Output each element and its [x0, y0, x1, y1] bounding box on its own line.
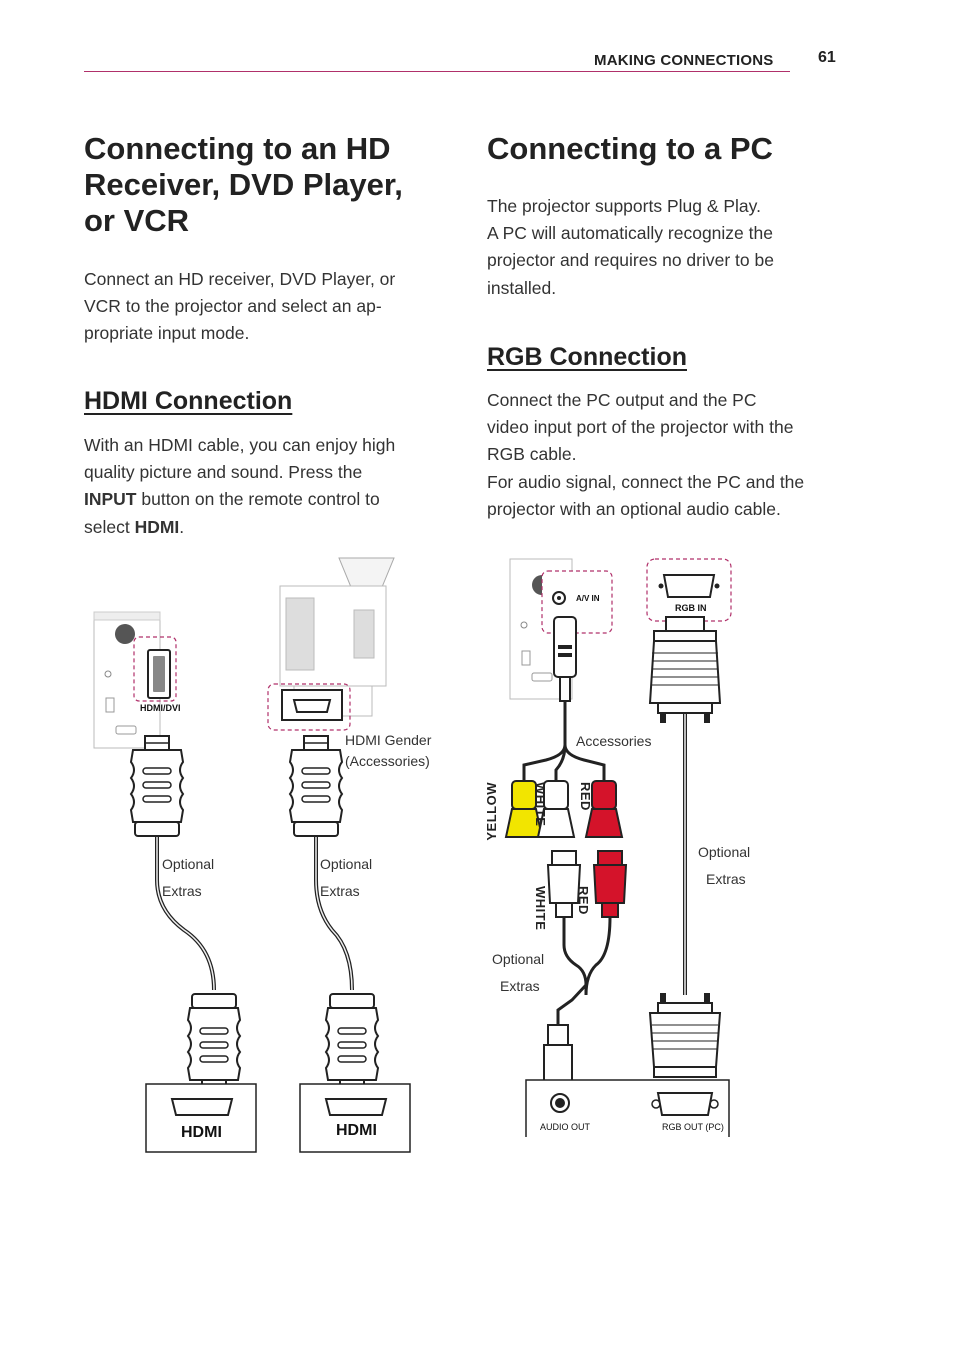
rca-plug-red-2: [594, 851, 626, 917]
right-intro-line-1: The projector supports Plug & Play.: [487, 196, 761, 216]
right-intro-line-4: installed.: [487, 277, 557, 298]
optional-extras-audio: [492, 946, 544, 1000]
hdmi-plug-bottom-1: [188, 994, 240, 1094]
hdmi-plug-top-1: [131, 736, 183, 836]
audio-y-cable: [564, 917, 610, 995]
audio-plug-bottom: [548, 1025, 568, 1045]
hdmi-heading-wrap: [84, 386, 292, 416]
optional-vga: Optional: [698, 844, 751, 860]
rgb-text-line-4: For audio signal, connect the PC and the: [487, 471, 805, 492]
hdmi-device-label-2: HDMI: [336, 1122, 377, 1139]
extras-1: Extras: [162, 883, 202, 899]
optional-extras-label-1: [162, 851, 214, 905]
extras-2: Extras: [320, 883, 360, 899]
rgb-text-line-2: video input port of the projector with the: [487, 417, 794, 438]
page-number: 61: [818, 49, 836, 66]
rgb-out-label: RGB OUT (PC): [662, 1122, 724, 1132]
rgb-heading: RGB Connection: [487, 343, 687, 371]
rgb-in-port: [664, 575, 714, 597]
left-intro: [84, 266, 464, 348]
rgb-text: [487, 387, 867, 523]
hdmi-plug-top-2: [290, 736, 342, 836]
hdmi-text-line-4a: select: [84, 516, 135, 537]
right-intro: [487, 193, 867, 302]
optional-2: Optional: [320, 856, 373, 872]
rgb-text-line-3: RGB cable.: [487, 444, 577, 465]
yellow-label: YELLOW: [484, 782, 499, 841]
hdmi-gender-label: [345, 730, 431, 772]
red-label: RED: [578, 782, 593, 811]
optional-extras-vga: [698, 839, 750, 893]
right-title-wrap: [487, 131, 773, 167]
hdmi-plug-bottom-2: [326, 994, 378, 1094]
input-key: INPUT: [84, 489, 137, 510]
rgb-text-line-5: projector with an optional audio cable.: [487, 498, 781, 519]
section-title: MAKING CONNECTIONS: [594, 52, 774, 69]
right-intro-line-2: A PC will automatically recognize the: [487, 223, 773, 244]
left-intro-line-1: Connect an HD receiver, DVD Player, or: [84, 269, 396, 289]
left-title-line-3: or VCR: [84, 203, 190, 238]
white-label: WHITE: [533, 782, 548, 827]
hdmi-cable-2: [316, 820, 352, 990]
hdmi-key: HDMI: [134, 516, 180, 537]
accessories-label: Accessories: [576, 733, 652, 749]
hdmi-text: [84, 432, 464, 541]
optional-audio: Optional: [492, 951, 545, 967]
red-label-2: RED: [576, 886, 591, 915]
av-in-label: A/V IN: [576, 594, 600, 603]
hdmi-text-line-3: button on the remote control to: [136, 489, 380, 510]
extras-vga: Extras: [706, 871, 746, 887]
right-title: Connecting to a PC: [487, 131, 773, 166]
vga-plug-top: [650, 617, 720, 723]
optional-extras-label-2: [320, 851, 372, 905]
hdmi-diagram: [84, 550, 484, 1160]
hdmi-cable-1: [157, 820, 214, 990]
hdmi-dvi-port-label: HDMI/DVI: [140, 703, 181, 713]
audio-out-label: AUDIO OUT: [540, 1122, 591, 1132]
hdmi-heading: HDMI Connection: [84, 387, 293, 415]
left-intro-line-3: propriate input mode.: [84, 323, 250, 344]
hdmi-text-line-1: With an HDMI cable, you can enjoy high: [84, 435, 396, 455]
extras-audio: Extras: [500, 978, 540, 994]
hdmi-device-label-1: HDMI: [181, 1124, 222, 1141]
left-title-line-2: Receiver, DVD Player,: [84, 167, 403, 202]
split-cable-yellow: [524, 701, 565, 783]
right-intro-line-3: projector and requires no driver to be: [487, 250, 774, 271]
optional-1: Optional: [162, 856, 215, 872]
header-rule: [84, 71, 790, 72]
source-device-2: [300, 1084, 410, 1152]
left-intro-line-2: VCR to the projector and select an ap-: [84, 296, 382, 317]
gender-line-2: (Accessories): [345, 753, 430, 769]
rgb-heading-wrap: [487, 342, 687, 372]
left-title: [84, 131, 464, 239]
rgb-in-label: RGB IN: [675, 603, 707, 613]
hdmi-text-line-2: quality picture and sound. Press the: [84, 462, 363, 483]
gender-line-1: HDMI Gender: [345, 732, 432, 748]
vga-plug-bottom: [650, 993, 720, 1077]
white-label-2: WHITE: [533, 886, 548, 931]
left-title-line-1: Connecting to an HD: [84, 131, 391, 166]
rgb-out-port: [658, 1093, 712, 1115]
hdmi-text-line-4b: .: [179, 516, 185, 537]
rgb-text-line-1: Connect the PC output and the PC: [487, 390, 757, 410]
